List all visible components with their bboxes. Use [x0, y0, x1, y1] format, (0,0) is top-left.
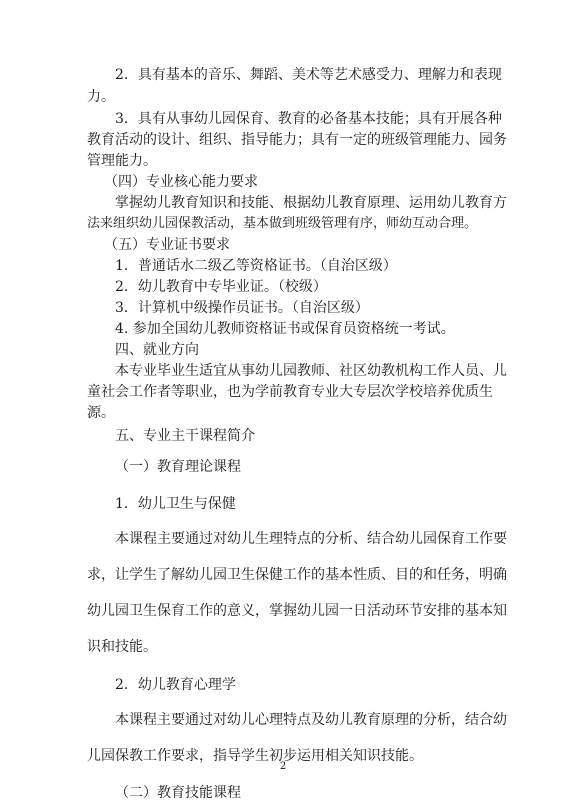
- body-line: 童社会工作者等职业，也为学前教育专业大专层次学校培养优质生: [87, 384, 493, 400]
- list-item: 2．幼儿教育中专毕业证。（校级）: [115, 279, 327, 295]
- body-line: 儿园保教工作要求，指导学生初步运用相关知识技能。: [87, 748, 423, 764]
- section-heading: 五、专业主干课程简介: [115, 428, 255, 444]
- section-heading: （一）教育理论课程: [115, 459, 241, 475]
- section-heading: （二）教育技能课程: [115, 785, 241, 801]
- body-line: 2．具有基本的音乐、舞蹈、美术等艺术感受力、理解力和表现: [115, 67, 502, 83]
- body-line: 幼儿园卫生保育工作的意义，掌握幼儿园一日活动环节安排的基本知: [87, 603, 507, 619]
- list-item: 4. 参加全国幼儿教师资格证书或保育员资格统一考试。: [115, 321, 455, 337]
- list-item: 3．计算机中级操作员证书。（自治区级）: [115, 300, 369, 316]
- subsection-heading: 1．幼儿卫生与保健: [115, 496, 236, 512]
- page-number: 2: [279, 761, 287, 772]
- body-line: 法来组织幼儿园保教活动，基本做到班级管理有序，师幼互动合理。: [87, 216, 478, 231]
- body-line: 求，让学生了解幼儿园卫生保健工作的基本性质、目的和任务，明确: [87, 567, 507, 583]
- subsection-heading: 2．幼儿教育心理学: [115, 677, 236, 693]
- section-heading: （五）专业证书要求: [104, 237, 230, 253]
- body-line: 本课程主要通过对幼儿生理特点的分析、结合幼儿园保育工作要: [115, 531, 507, 547]
- section-heading: （四）专业核心能力要求: [104, 174, 258, 190]
- body-line: 本课程主要通过对幼儿心理特点及幼儿教育原理的分析，结合幼: [115, 712, 507, 728]
- body-line: 源。: [87, 405, 115, 421]
- body-line: 识和技能。: [87, 639, 157, 655]
- body-line: 教育活动的设计、组织、指导能力；具有一定的班级管理能力、园务: [87, 132, 507, 148]
- body-line: 力。: [87, 89, 115, 105]
- body-line: 管理能力。: [87, 153, 157, 169]
- list-item: 1．普通话水二级乙等资格证书。（自治区级）: [115, 258, 397, 274]
- section-heading: 四、就业方向: [115, 342, 199, 358]
- body-line: 掌握幼儿教育知识和技能、根据幼儿教育原理、运用幼儿教育方: [115, 195, 507, 211]
- body-line: 本专业毕业生适宜从事幼儿园教师、社区幼教机构工作人员、儿: [115, 363, 507, 379]
- body-line: 3．具有从事幼儿园保育、教育的必备基本技能；具有开展各种: [115, 111, 502, 127]
